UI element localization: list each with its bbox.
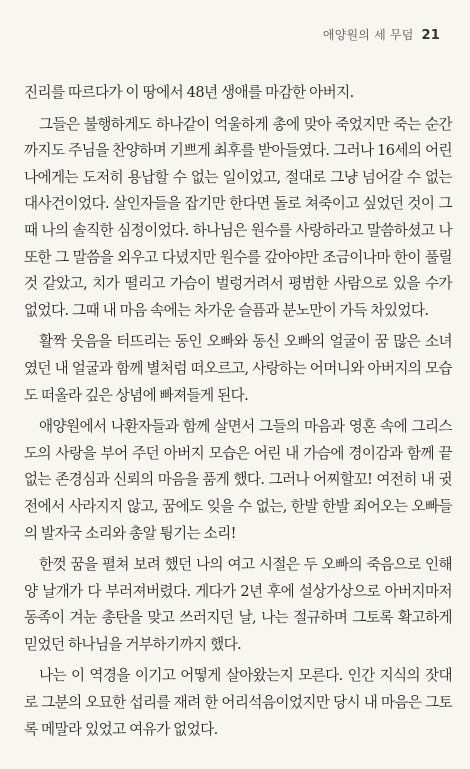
page-number: 21	[421, 28, 440, 43]
paragraph-3: 활짝 웃음을 터뜨리는 동인 오빠와 동신 오빠의 얼굴이 꿈 많은 소녀였던 내 얼굴과 함께 별처럼 떠오르고, 사랑하는 어머니와 아버지의 모습도 떠올라 깊은 상념에 빠져들게 된다.	[24, 333, 452, 404]
paragraph-2: 그들은 불행하게도 하나같이 억울하게 총에 맞아 죽었지만 죽는 순간까지도 주님을 찬양하며 기쁘게 최후를 받아들였다. 그러나 16세의 어린 나에게는 도저히 용납할 수 없는 일이었고, 절대로 그냥 넘어갈 수 없는 대사건이었다. 살인자들을 잡기만 한다면 돌로 쳐죽이고 싶었던 것이 그때 나의 솔직한 심정이었다. 하나님은 원수를 사랑하라고 말씀하셨고 나 또한 그 말씀을 외우고 다녔지만 원수를 갚아야만 조금이나마 한이 풀릴 것 같았고, 치가 떨리고 가슴이 벌렁거려서 평범한 사람으로 있을 수가 없었다. 그때 내 마음 속에는 차가운 슬픔과 분노만이 가득 차있었다.	[24, 115, 452, 319]
running-header	[323, 26, 440, 43]
chapter-title: 애양원의 세 무덤	[322, 28, 414, 42]
body-text	[24, 80, 452, 748]
paragraph-1: 진리를 따르다가 이 땅에서 48년 생애를 마감한 아버지.	[24, 84, 354, 101]
paragraph-6: 나는 이 역경을 이기고 어떻게 살아왔는지 모른다. 인간 지식의 잣대로 그분의 오묘한 섭리를 재려 한 어리석음이었지만 당시 내 마음은 그토록 메말라 있었고 여유가 없었다.	[24, 667, 452, 738]
paragraph-5: 한껏 꿈을 펼쳐 보려 했던 나의 여고 시절은 두 오빠의 죽음으로 인해 양 날개가 다 부러져버렸다. 게다가 2년 후에 설상가상으로 아버지마저 동족이 겨눈 총탄을 맞고 쓰러지던 날, 나는 절규하며 그토록 확고하게 믿었던 하나님을 거부하기까지 했다.	[24, 556, 452, 653]
paragraph-4: 애양원에서 나환자들과 함께 살면서 그들의 마음과 영혼 속에 그리스도의 사랑을 부어 주던 아버지 모습은 어린 내 가슴에 경이감과 함께 끝없는 존경심과 신뢰의 마음을 품게 했다. 그러나 어찌할꼬! 여전히 내 귓전에서 사라지지 않고, 꿈에도 잊을 수 없는, 한발 한발 죄어오는 오빠들의 발자국 소리와 총알 튕기는 소리!	[24, 418, 452, 542]
